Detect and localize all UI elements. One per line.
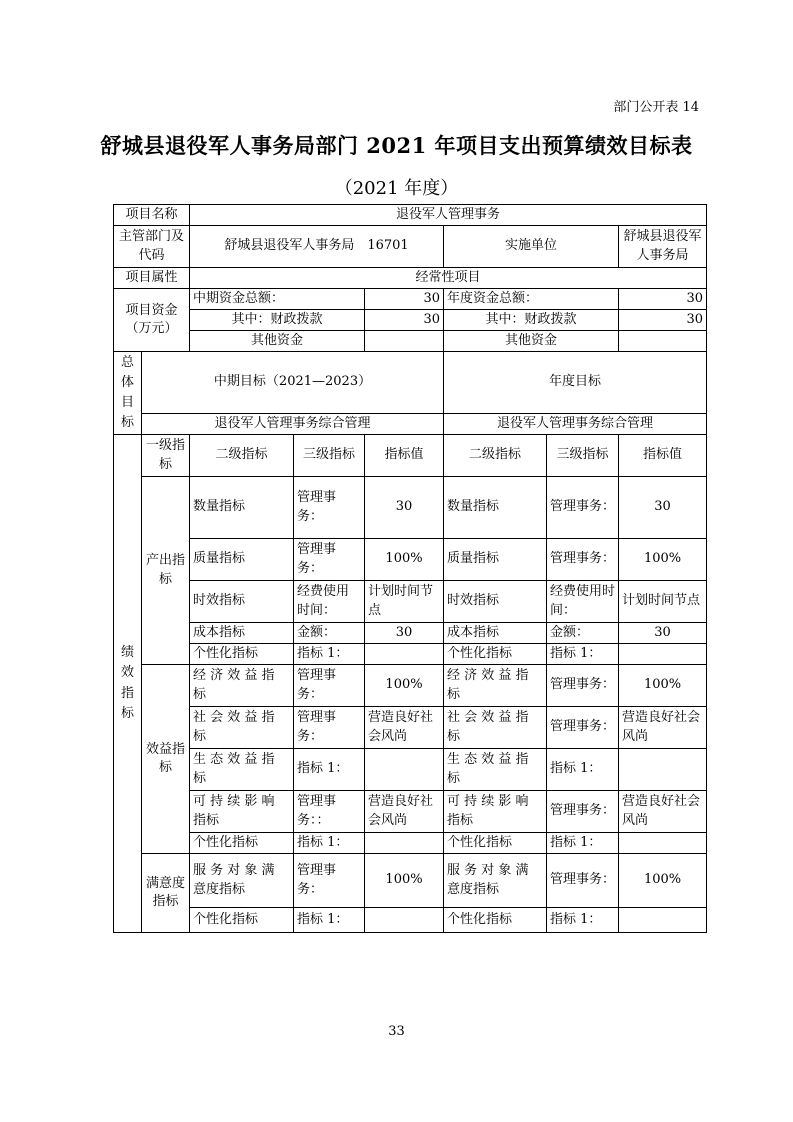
level1-header: 一级指标	[142, 435, 190, 477]
project-attribute-value: 经常性项目	[190, 268, 707, 289]
level3-annual: 管理事务：	[547, 854, 619, 908]
performance-indicator-label: 绩效指标	[114, 435, 142, 933]
mid-term-fiscal-value: 30	[365, 310, 444, 331]
level3-mid: 管理事务：	[294, 539, 365, 581]
level3-annual: 指标 1：	[547, 644, 619, 665]
level2-annual: 数量指标	[444, 477, 547, 539]
level2-mid: 社 会 效 益 指 标	[190, 707, 294, 749]
value-mid	[365, 644, 444, 665]
level3-mid: 指标 1：	[294, 908, 365, 933]
value-annual: 100%	[619, 854, 707, 908]
level2-mid: 经 济 效 益 指 标	[190, 665, 294, 707]
indicator-row	[114, 581, 707, 623]
level2-annual: 经 济 效 益 指 标	[444, 665, 547, 707]
level2-mid: 成本指标	[190, 623, 294, 644]
level3-annual: 经费使用时间：	[547, 581, 619, 623]
mid-term-total-label: 中期资金总额：	[190, 289, 365, 310]
page-reference: 部门公开表 14	[613, 100, 699, 115]
level3-annual: 指标 1：	[547, 908, 619, 933]
level3-annual: 管理事务：	[547, 665, 619, 707]
level3-mid: 管理事务：	[294, 665, 365, 707]
satisfaction-indicator-group: 满意度指标	[142, 854, 190, 933]
level2-annual: 生 态 效 益 指 标	[444, 749, 547, 791]
indicator-row	[114, 749, 707, 791]
funds-total-row	[114, 289, 707, 310]
indicator-row	[114, 908, 707, 933]
level2-mid: 个性化指标	[190, 833, 294, 854]
level2-header-annual: 二级指标	[444, 435, 547, 477]
benefit-indicator-group: 效益指标	[142, 665, 190, 854]
indicator-row	[114, 623, 707, 644]
level2-annual: 质量指标	[444, 539, 547, 581]
value-mid: 100%	[365, 539, 444, 581]
indicator-row	[114, 707, 707, 749]
funds-fiscal-row	[114, 310, 707, 331]
indicator-header-row	[114, 435, 707, 477]
project-funds-label: 项目资金（万元）	[114, 289, 190, 352]
project-name-row	[114, 205, 707, 226]
value-mid	[365, 749, 444, 791]
level2-annual: 个性化指标	[444, 833, 547, 854]
mid-term-total-value: 30	[365, 289, 444, 310]
indicator-row	[114, 477, 707, 539]
value-mid	[365, 833, 444, 854]
level2-mid: 个性化指标	[190, 644, 294, 665]
level2-annual: 成本指标	[444, 623, 547, 644]
value-annual: 30	[619, 623, 707, 644]
level2-annual: 时效指标	[444, 581, 547, 623]
level2-mid: 可 持 续 影 响 指标	[190, 791, 294, 833]
level3-annual: 指标 1：	[547, 749, 619, 791]
annual-other-value	[619, 331, 707, 352]
page-title: 舒城县退役军人事务局部门 2021 年项目支出预算绩效目标表	[100, 133, 693, 158]
annual-total-label: 年度资金总额：	[444, 289, 619, 310]
mid-term-fiscal-label: 其中：财政拨款	[190, 310, 365, 331]
value-annual: 100%	[619, 665, 707, 707]
department-row	[114, 226, 707, 268]
performance-goal-table	[113, 204, 707, 933]
level2-annual: 服 务 对 象 满 意度指标	[444, 854, 547, 908]
value-mid: 100%	[365, 665, 444, 707]
level3-mid: 指标 1：	[294, 644, 365, 665]
page-number: 33	[388, 1024, 405, 1039]
value-annual	[619, 644, 707, 665]
value-annual: 计划时间节点	[619, 581, 707, 623]
mid-term-goal-text: 退役军人管理事务综合管理	[142, 414, 444, 435]
value-annual	[619, 749, 707, 791]
overall-goal-text-row	[114, 414, 707, 435]
level2-mid: 质量指标	[190, 539, 294, 581]
mid-term-other-value	[365, 331, 444, 352]
level3-annual: 管理事务：	[547, 539, 619, 581]
level2-mid: 个性化指标	[190, 908, 294, 933]
value-mid: 100%	[365, 854, 444, 908]
project-name-label: 项目名称	[114, 205, 190, 226]
level3-annual: 管理事务：	[547, 477, 619, 539]
annual-fiscal-label: 其中：财政拨款	[444, 310, 619, 331]
level2-mid: 数量指标	[190, 477, 294, 539]
level3-annual: 金额：	[547, 623, 619, 644]
level3-mid: 经费使用时间：	[294, 581, 365, 623]
value-annual: 30	[619, 477, 707, 539]
value-annual: 营造良好社会风尚	[619, 791, 707, 833]
level3-header-annual: 三级指标	[547, 435, 619, 477]
overall-goal-label: 总体目标	[114, 352, 142, 435]
department-value: 舒城县退役军人事务局 16701	[190, 226, 444, 268]
output-indicator-group: 产出指标	[142, 477, 190, 665]
mid-term-other-label: 其他资金	[190, 331, 365, 352]
indicator-row	[114, 791, 707, 833]
project-attribute-row	[114, 268, 707, 289]
level3-mid: 管理事务：	[294, 854, 365, 908]
level2-mid: 时效指标	[190, 581, 294, 623]
level2-annual: 个性化指标	[444, 644, 547, 665]
level2-mid: 生 态 效 益 指 标	[190, 749, 294, 791]
project-name-value: 退役军人管理事务	[190, 205, 707, 226]
implementing-unit-label: 实施单位	[444, 226, 619, 268]
value-header-mid: 指标值	[365, 435, 444, 477]
level3-mid: 管理事务：：	[294, 791, 365, 833]
value-annual	[619, 908, 707, 933]
page-subtitle: （2021 年度）	[334, 178, 459, 199]
annual-fiscal-value: 30	[619, 310, 707, 331]
overall-goal-header-row	[114, 352, 707, 414]
level2-header-mid: 二级指标	[190, 435, 294, 477]
level3-mid: 指标 1：	[294, 833, 365, 854]
level3-annual: 管理事务：	[547, 791, 619, 833]
indicator-row	[114, 539, 707, 581]
department-label: 主管部门及代码	[114, 226, 190, 268]
indicator-row	[114, 833, 707, 854]
implementing-unit-value: 舒城县退役军人事务局	[619, 226, 707, 268]
annual-goal-header: 年度目标	[444, 352, 707, 414]
level2-annual: 可 持 续 影 响 指标	[444, 791, 547, 833]
level2-annual: 个性化指标	[444, 908, 547, 933]
value-mid: 计划时间节点	[365, 581, 444, 623]
level3-mid: 指标 1：	[294, 749, 365, 791]
level3-header-mid: 三级指标	[294, 435, 365, 477]
level2-mid: 服 务 对 象 满 意度指标	[190, 854, 294, 908]
annual-total-value: 30	[619, 289, 707, 310]
value-mid: 营造良好社会风尚	[365, 791, 444, 833]
value-mid: 营造良好社会风尚	[365, 707, 444, 749]
project-attribute-label: 项目属性	[114, 268, 190, 289]
value-mid: 30	[365, 477, 444, 539]
value-annual: 100%	[619, 539, 707, 581]
indicator-row	[114, 854, 707, 908]
value-mid: 30	[365, 623, 444, 644]
level2-annual: 社 会 效 益 指 标	[444, 707, 547, 749]
value-annual	[619, 833, 707, 854]
value-annual: 营造良好社会风尚	[619, 707, 707, 749]
value-mid	[365, 908, 444, 933]
indicator-row	[114, 665, 707, 707]
mid-term-goal-header: 中期目标（2021—2023）	[142, 352, 444, 414]
level3-mid: 金额：	[294, 623, 365, 644]
funds-other-row	[114, 331, 707, 352]
annual-goal-text: 退役军人管理事务综合管理	[444, 414, 707, 435]
indicator-row	[114, 644, 707, 665]
level3-annual: 指标 1：	[547, 833, 619, 854]
level3-mid: 管理事务：	[294, 707, 365, 749]
level3-annual: 管理事务：	[547, 707, 619, 749]
level3-mid: 管理事务：	[294, 477, 365, 539]
annual-other-label: 其他资金	[444, 331, 619, 352]
value-header-annual: 指标值	[619, 435, 707, 477]
